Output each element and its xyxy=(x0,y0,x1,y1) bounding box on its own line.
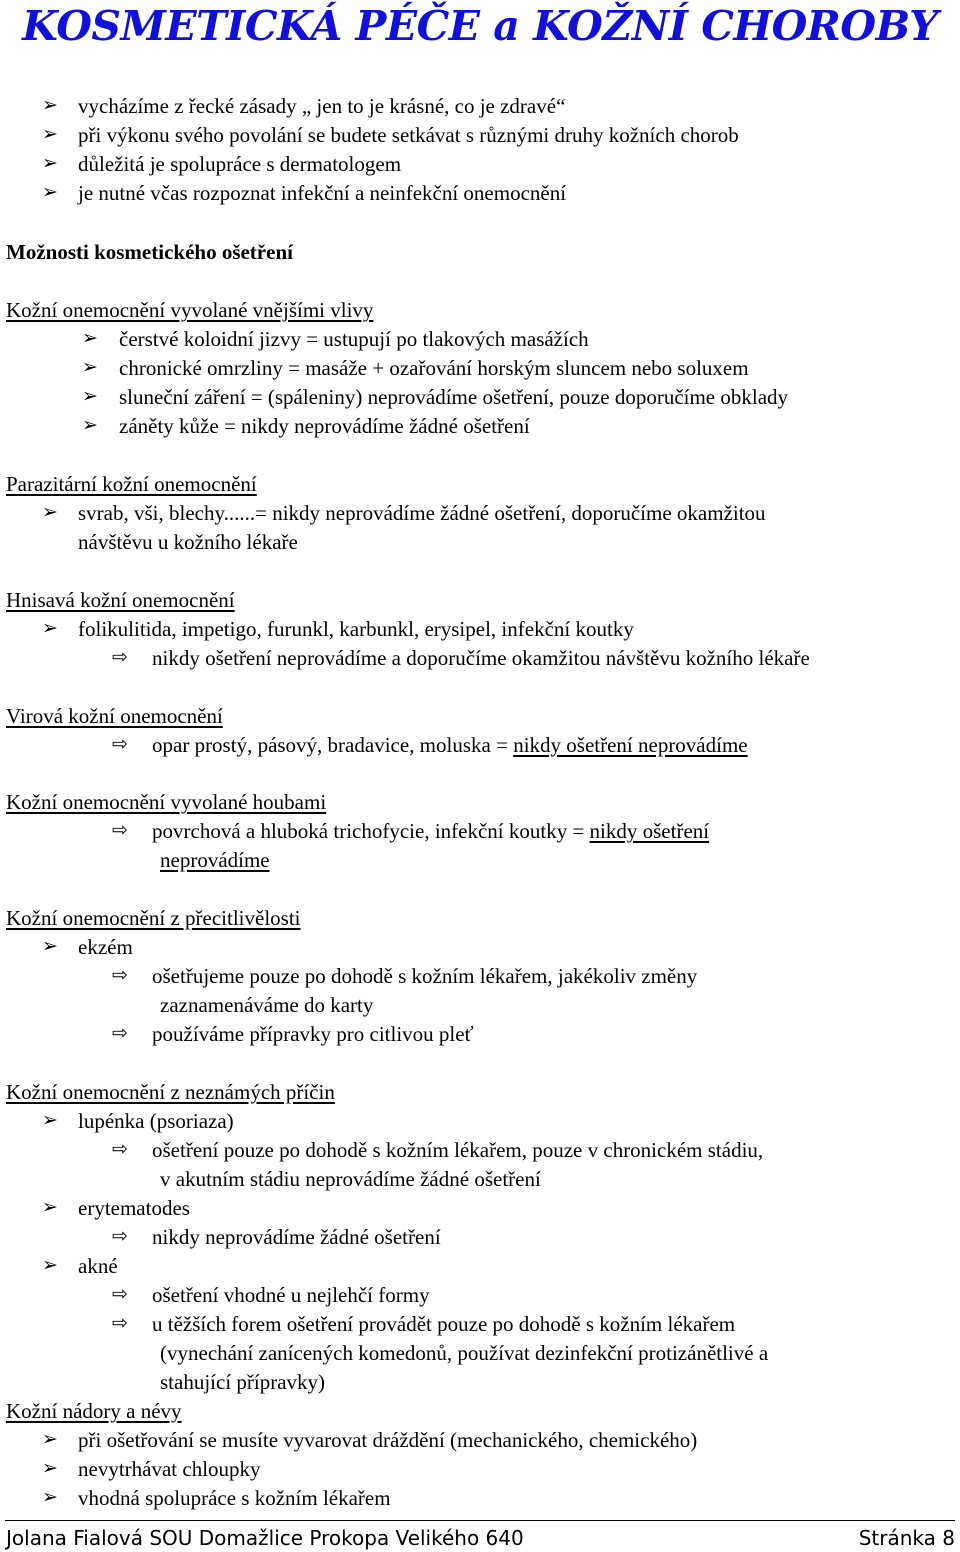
hollow-arrow-bullet-icon: ⇨ xyxy=(112,1313,128,1334)
arrow-bullet-icon: ➢ xyxy=(82,386,98,407)
hollow-arrow-bullet-icon: ⇨ xyxy=(112,1023,128,1044)
hollow-arrow-bullet-icon: ⇨ xyxy=(112,965,128,986)
hollow-arrow-bullet-icon: ⇨ xyxy=(112,820,128,841)
arrow-bullet-icon: ➢ xyxy=(82,328,98,349)
arrow-bullet-icon: ➢ xyxy=(42,1429,58,1450)
arrow-bullet-icon: ➢ xyxy=(82,357,98,378)
page-title: KOSMETICKÁ PÉČE a KOŽNÍ CHOROBY xyxy=(22,2,938,50)
hollow-arrow-bullet-icon: ⇨ xyxy=(112,1226,128,1247)
arrow-bullet-icon: ➢ xyxy=(42,1458,58,1479)
arrow-bullet-icon: ➢ xyxy=(42,618,58,639)
arrow-bullet-icon: ➢ xyxy=(42,124,58,145)
page-number: Stránka 8 xyxy=(858,1526,955,1550)
page-footer xyxy=(6,1524,955,1552)
arrow-bullet-icon: ➢ xyxy=(42,1110,58,1131)
footer-divider xyxy=(5,1520,955,1521)
arrow-bullet-icon: ➢ xyxy=(82,415,98,436)
arrow-bullet-icon: ➢ xyxy=(42,1487,58,1508)
hollow-arrow-bullet-icon: ⇨ xyxy=(112,647,128,668)
arrow-bullet-icon: ➢ xyxy=(42,182,58,203)
arrow-bullet-icon: ➢ xyxy=(42,1255,58,1276)
arrow-bullet-icon: ➢ xyxy=(42,502,58,523)
arrow-bullet-icon: ➢ xyxy=(42,95,58,116)
hollow-arrow-bullet-icon: ⇨ xyxy=(112,734,128,755)
footer-author: Jolana Fialová SOU Domažlice Prokopa Velikého 640 xyxy=(6,1526,524,1550)
hollow-arrow-bullet-icon: ⇨ xyxy=(112,1284,128,1305)
arrow-bullet-icon: ➢ xyxy=(42,153,58,174)
arrow-bullet-icon: ➢ xyxy=(42,1197,58,1218)
arrow-bullet-icon: ➢ xyxy=(42,936,58,957)
hollow-arrow-bullet-icon: ⇨ xyxy=(112,1139,128,1160)
